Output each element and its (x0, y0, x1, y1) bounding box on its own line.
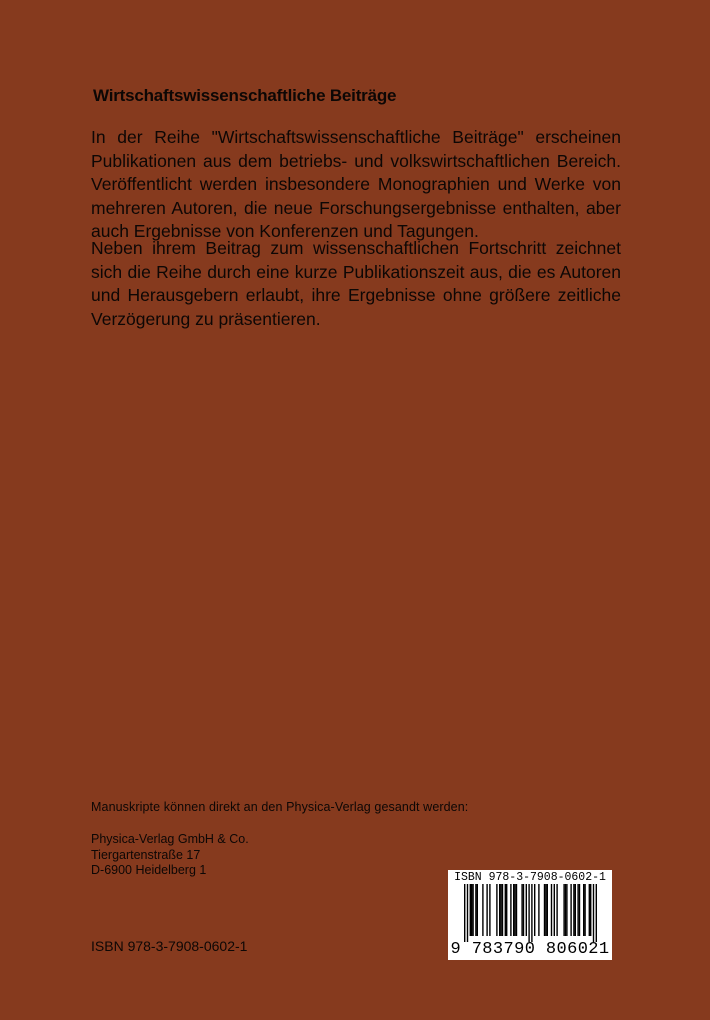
barcode-bar (464, 884, 465, 942)
series-title: Wirtschaftswissenschaftliche Beiträge (93, 86, 397, 105)
description-paragraph-1: In der Reihe "Wirtschaftswissenschaftliche Beiträge" erscheinen Publikationen aus dem betriebs- und volkswirtschaftlichen Bereich. Veröffentlicht werden insbesondere Monographien und Werke von mehreren Autoren, die neue Forschungsergebnisse enthalten, aber auch Ergebnisse von Konferenzen und Tagungen. (91, 127, 621, 241)
description-paragraph-2: Neben ihrem Beitrag zum wissenschaftlichen Fortschritt zeichnet sich die Reihe durch eine kurze Publikationszeit aus, die es Autoren und Herausgebern erlaubt, ihre Ergebnisse ohne größere zeitliche Verzögerung zu präsentieren. (91, 238, 621, 329)
barcode-bar (534, 884, 535, 936)
barcode-bar (589, 884, 590, 936)
barcode-bar (523, 884, 524, 936)
barcode-bar (505, 884, 506, 936)
barcode-bar (514, 884, 515, 936)
address-line-1: Physica-Verlag GmbH & Co. (91, 832, 249, 846)
address-line-3: D-6900 Heidelberg 1 (91, 863, 207, 877)
barcode-bar (538, 884, 539, 936)
barcode-bar (513, 884, 514, 936)
barcode-bar (516, 884, 517, 936)
barcode-bar (563, 884, 564, 936)
barcode-bar (526, 884, 527, 936)
barcode-bar (531, 884, 532, 942)
barcode-bar (471, 884, 472, 936)
barcode-bar (489, 884, 490, 936)
barcode-bar (475, 884, 476, 936)
barcode-bar (500, 884, 501, 936)
barcode-bar (502, 884, 503, 936)
isbn-text: ISBN 978-3-7908-0602-1 (91, 938, 248, 954)
barcode-bar (593, 884, 594, 942)
barcode-bar (577, 884, 578, 936)
barcode-bar (470, 884, 471, 936)
barcode-icon (452, 884, 608, 942)
barcode-bar (570, 884, 571, 936)
barcode-bar (499, 884, 500, 936)
barcode-bar (521, 884, 522, 936)
barcode-bar (584, 884, 585, 936)
barcode-bar (467, 884, 468, 942)
barcode-bar (565, 884, 566, 936)
barcode-bar (506, 884, 507, 936)
barcode-bar (482, 884, 483, 936)
barcode-bar (596, 884, 597, 942)
barcode-bar (556, 884, 557, 936)
barcode-bar (477, 884, 478, 936)
barcode-bar (496, 884, 497, 936)
barcode-bar (544, 884, 545, 936)
barcode-bar (554, 884, 555, 936)
barcode-bar (566, 884, 567, 936)
submission-note: Manuskripte können direkt an den Physica-Verlag gesandt werden: (91, 800, 469, 814)
barcode-bar (528, 884, 529, 942)
publisher-address (91, 832, 249, 879)
barcode-bar (510, 884, 511, 936)
barcode-isbn-label: ISBN 978-3-7908-0602-1 (454, 871, 606, 884)
barcode-bar (472, 884, 473, 936)
barcode-bar (547, 884, 548, 936)
barcode-bar (486, 884, 487, 936)
barcode-bar (575, 884, 576, 936)
barcode-bar (590, 884, 591, 936)
address-line-2: Tiergartenstraße 17 (91, 847, 201, 862)
barcode-bar (583, 884, 584, 936)
barcode-digits: 9 783790 806021 (450, 940, 610, 959)
barcode-bar (551, 884, 552, 936)
barcode-bar (573, 884, 574, 936)
barcode-bar (545, 884, 546, 936)
barcode-bar (579, 884, 580, 936)
barcode-label (448, 870, 612, 960)
